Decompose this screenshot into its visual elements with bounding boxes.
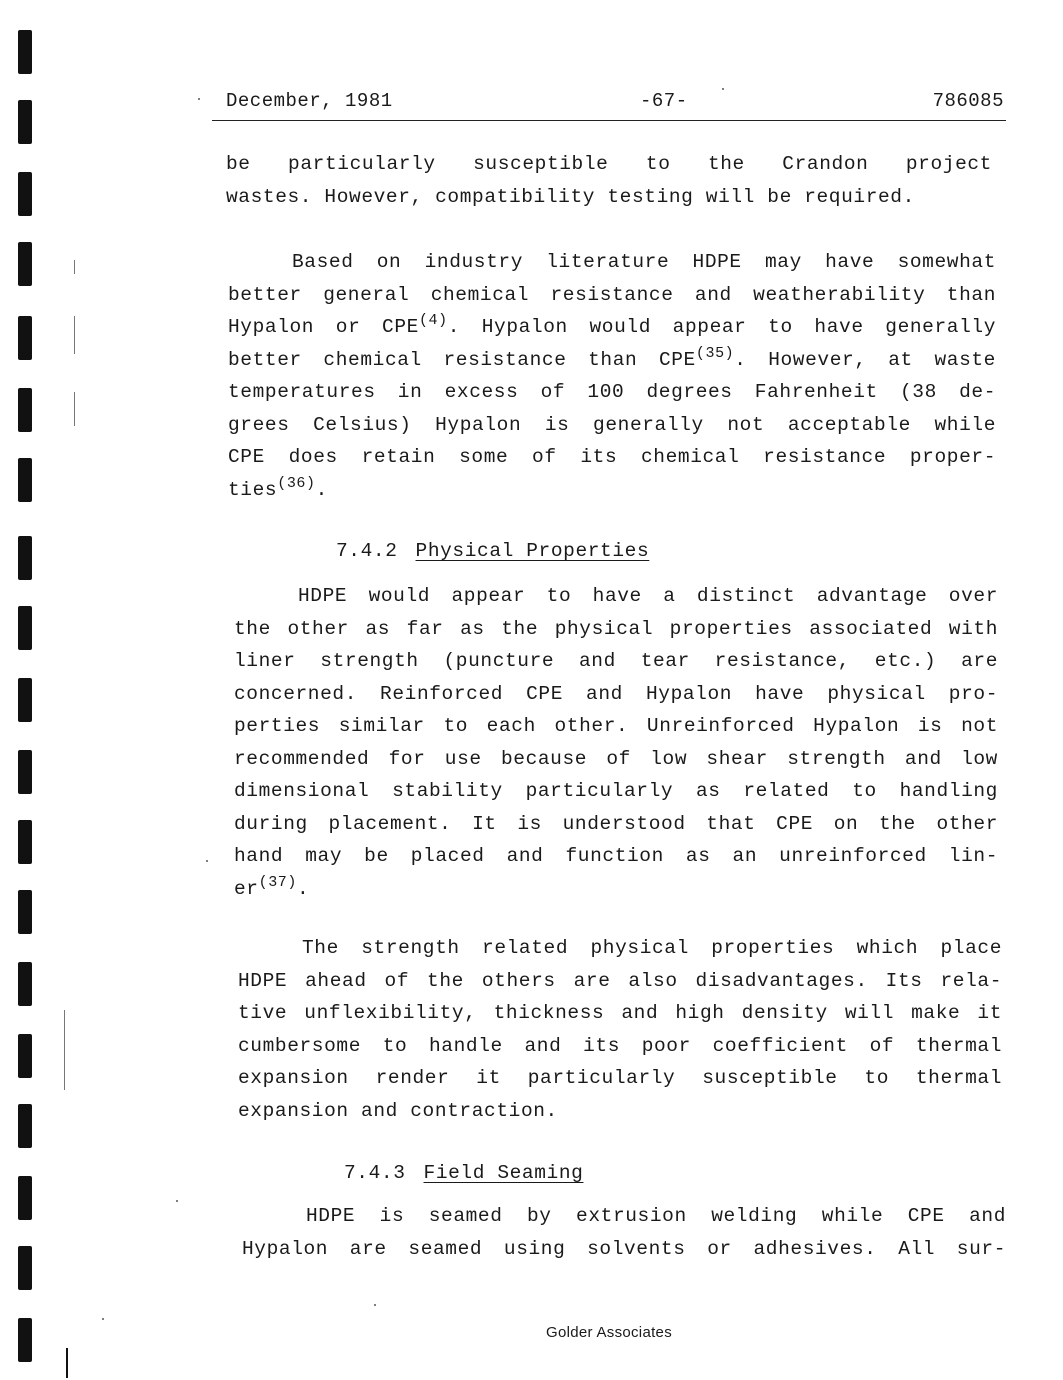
punch-mark <box>18 678 32 722</box>
punch-mark <box>18 1318 32 1362</box>
punch-mark <box>18 1246 32 1290</box>
text-fragment: . Hypalon would appear to have generally <box>447 316 996 338</box>
text-line: HDPE is seamed by extrusion welding while CPE and <box>306 1205 1006 1227</box>
punch-mark <box>18 820 32 864</box>
section-heading-7-4-3 <box>344 1162 583 1184</box>
punch-mark <box>18 750 32 794</box>
text-line: expansion render it particularly susceptible to thermal <box>238 1067 1002 1089</box>
text-line: temperatures in excess of 100 degrees Fahrenheit (38 de- <box>228 381 996 403</box>
text-fragment: ties <box>228 478 278 501</box>
punch-mark <box>18 606 32 650</box>
text-line: HDPE ahead of the others are also disadvantages. Its rela- <box>238 969 1002 992</box>
citation-superscript: (37) <box>258 873 298 891</box>
margin-rule <box>74 260 75 274</box>
section-number: 7.4.3 <box>344 1162 406 1184</box>
text-line: during placement. It is understood that CPE on the other <box>234 812 998 835</box>
text-line: the other as far as the physical properties associated with <box>234 617 998 640</box>
punch-mark <box>18 242 32 286</box>
paragraph-continuation <box>226 148 992 213</box>
margin-rule <box>74 392 75 426</box>
punch-mark <box>18 30 32 74</box>
margin-rule <box>64 1010 65 1090</box>
punch-mark <box>18 172 32 216</box>
punch-mark <box>18 388 32 432</box>
text-fragment: . <box>297 877 310 900</box>
text-line: be particularly susceptible to the Crandon project <box>226 153 992 175</box>
text-fragment: . <box>315 478 328 501</box>
text-line: CPE does retain some of its chemical resistance proper- <box>228 446 996 468</box>
paragraph-strength-disadvantages <box>238 932 1002 1127</box>
punch-mark <box>18 890 32 934</box>
text-line: perties similar to each other. Unreinforced Hypalon is not <box>234 715 998 737</box>
scan-speck <box>374 1304 376 1306</box>
text-line: expansion and contraction. <box>238 1099 558 1122</box>
text-line: Based on industry literature HDPE may have somewhat <box>292 251 996 273</box>
scan-speck <box>198 98 200 100</box>
punch-mark <box>18 962 32 1006</box>
text-line: hand may be placed and function as an unreinforced lin- <box>234 845 998 867</box>
header-document-number: 786085 <box>932 90 1004 112</box>
citation-superscript: (36) <box>277 474 316 492</box>
punch-mark <box>18 1034 32 1078</box>
section-heading-7-4-2 <box>336 540 649 562</box>
paragraph-field-seaming <box>242 1200 1006 1265</box>
text-fragment: Hypalon or CPE <box>228 316 419 338</box>
footer-company: Golder Associates <box>546 1324 672 1341</box>
text-line: cumbersome to handle and its poor coefficient of thermal <box>238 1034 1002 1057</box>
text-fragment: better chemical resistance than CPE <box>228 348 696 371</box>
scan-speck <box>102 1318 104 1320</box>
text-line: tive unflexibility, thickness and high density will make it <box>238 1002 1002 1024</box>
paragraph-chemical-resistance <box>228 246 996 506</box>
text-line: Hypalon are seamed using solvents or adhesives. All sur- <box>242 1237 1006 1260</box>
punch-mark <box>18 536 32 580</box>
text-line: liner strength (puncture and tear resistance, etc.) are <box>234 650 998 672</box>
text-line: HDPE would appear to have a distinct advantage over <box>298 585 998 607</box>
section-title: Physical Properties <box>415 540 650 562</box>
binder-punch-marks <box>18 0 38 1380</box>
text-line <box>234 873 998 906</box>
text-line: dimensional stability particularly as related to handling <box>234 780 998 802</box>
header-page-number: -67- <box>640 90 688 112</box>
punch-mark <box>18 458 32 502</box>
text-line: The strength related physical properties which place <box>302 937 1002 959</box>
punch-mark <box>18 1104 32 1148</box>
text-line: grees Celsius) Hypalon is generally not acceptable while <box>228 413 996 436</box>
text-fragment: . However, at waste <box>734 348 996 371</box>
margin-rule <box>74 316 75 354</box>
scan-speck <box>206 860 208 862</box>
text-line <box>228 344 996 377</box>
punch-mark <box>18 316 32 360</box>
text-line: wastes. However, compatibility testing will be required. <box>226 185 915 208</box>
punch-mark <box>18 1176 32 1220</box>
section-title: Field Seaming <box>423 1162 584 1184</box>
margin-rule <box>66 1348 68 1378</box>
text-line: concerned. Reinforced CPE and Hypalon have physical pro- <box>234 682 998 705</box>
header-date: December, 1981 <box>226 90 393 112</box>
text-line: recommended for use because of low shear strength and low <box>234 747 998 770</box>
paragraph-physical-properties <box>234 580 998 905</box>
page-header <box>212 86 1006 121</box>
scan-speck <box>176 1200 178 1202</box>
text-line <box>228 474 996 507</box>
text-line <box>228 311 996 344</box>
text-fragment: er <box>234 877 259 900</box>
text-line: better general chemical resistance and weatherability than <box>228 283 996 306</box>
citation-superscript: (35) <box>695 344 735 362</box>
punch-mark <box>18 100 32 144</box>
section-number: 7.4.2 <box>336 540 398 562</box>
citation-superscript: (4) <box>418 312 448 329</box>
